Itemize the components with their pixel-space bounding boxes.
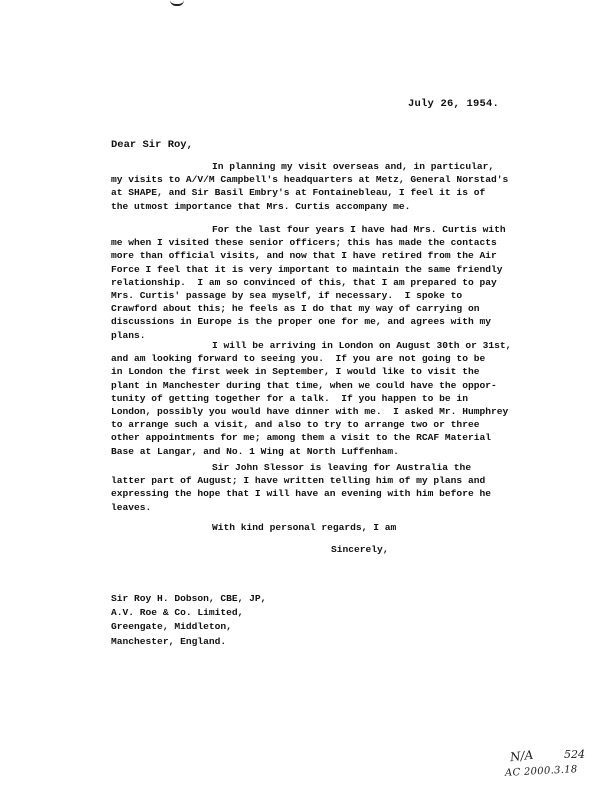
paragraph-1 <box>111 160 511 213</box>
paragraph-line: me when I visited these senior officers; this has made the contacts <box>111 237 497 249</box>
paragraph-line: the utmost importance that Mrs. Curtis accompany me. <box>111 200 411 212</box>
address-line: Sir Roy H. Dobson, CBE, JP, <box>111 593 267 604</box>
recipient-address <box>111 592 266 649</box>
paragraph-line: Force I feel that it is very important to maintain the same friendly <box>111 263 503 275</box>
paragraph-line: latter part of August; I have written telling him of my plans and <box>111 475 486 487</box>
closing-line: With kind personal regards, I am <box>212 522 397 533</box>
handwritten-na-mark: N/A <box>509 747 534 765</box>
paragraph-line: other appointments for me; among them a visit to the RCAF Material <box>111 432 491 444</box>
paragraph-line: and am looking forward to seeing you. If you are not going to be <box>111 353 486 365</box>
paragraph-line: my visits to A/V/M Campbell's headquarters at Metz, General Norstad's <box>111 174 509 186</box>
address-line: Manchester, England. <box>111 635 227 647</box>
paragraph-4 <box>111 461 511 514</box>
top-edge-mark <box>170 0 184 6</box>
paragraph-line: tunity of getting together for a talk. If you happen to be in <box>111 392 468 404</box>
paragraph-line: plans. <box>111 329 146 341</box>
address-line: Greengate, Middleton, <box>111 621 232 633</box>
signoff: Sincerely, <box>331 544 389 555</box>
paragraph-line: Mrs. Curtis' passage by sea myself, if necessary. I spoke to <box>111 290 463 302</box>
paragraph-2 <box>111 223 511 342</box>
handwritten-number: 524 <box>564 748 585 761</box>
letter-date: July 26, 1954. <box>408 98 500 110</box>
paragraph-3 <box>111 339 511 458</box>
address-line: A.V. Roe & Co. Limited, <box>111 607 244 619</box>
paragraph-line: plant in Manchester during that time, when we could have the oppor- <box>111 379 497 391</box>
paragraph-line: discussions in Europe is the proper one for me, and agrees with my <box>111 316 491 328</box>
paragraph-line: London, possibly you would have dinner with me. I asked Mr. Humphrey <box>111 406 509 418</box>
paragraph-line: more than official visits, and now that I have retired from the Air <box>111 250 497 262</box>
paragraph-line: Sir John Slessor is leaving for Australia the <box>212 462 472 473</box>
paragraph-line: at SHAPE, and Sir Basil Embry's at Fontainebleau, I feel it is of <box>111 187 486 199</box>
salutation: Dear Sir Roy, <box>111 139 193 151</box>
paragraph-line: Crawford about this; he feels as I do that my way of carrying on <box>111 303 480 315</box>
paragraph-line: expressing the hope that I will have an evening with him before he <box>111 488 491 500</box>
paragraph-line: in London the first week in September, I would like to visit the <box>111 366 480 378</box>
paragraph-line: For the last four years I have had Mrs. Curtis with <box>212 224 506 235</box>
paragraph-line: relationship. I am so convinced of this, that I am prepared to pay <box>111 276 497 288</box>
handwritten-accession-number: AC 2000.3.18 <box>504 764 578 779</box>
paragraph-line: I will be arriving in London on August 30th or 31st, <box>212 340 512 351</box>
paragraph-line: leaves. <box>111 501 152 513</box>
paragraph-line: In planning my visit overseas and, in particular, <box>212 161 495 172</box>
paragraph-line: to arrange such a visit, and also to try to arrange two or three <box>111 419 480 431</box>
paragraph-line: Base at Langar, and No. 1 Wing at North Luffenham. <box>111 445 399 457</box>
